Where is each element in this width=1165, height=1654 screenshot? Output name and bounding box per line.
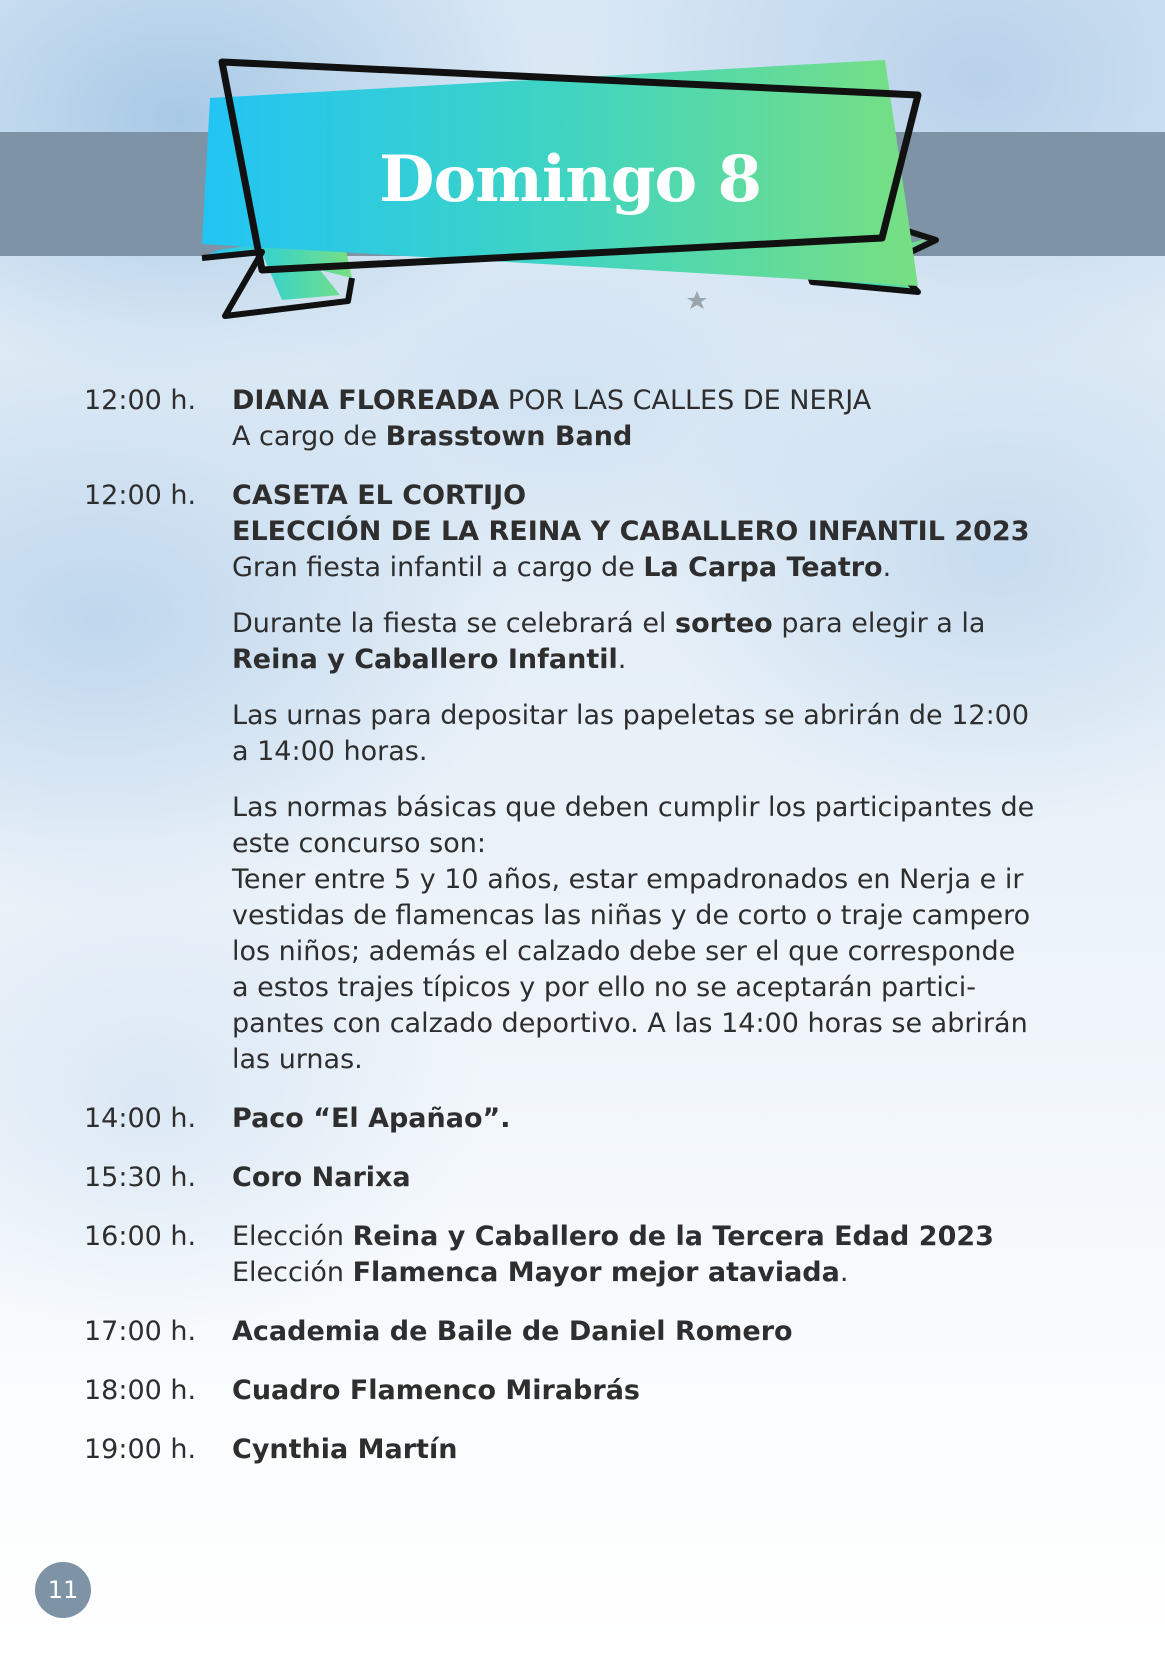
bold-text: Flamenca Mayor mejor ataviada [352, 1257, 840, 1288]
text-line [232, 1432, 1104, 1468]
event-heading [232, 1432, 1104, 1468]
text-line [232, 419, 1104, 455]
event-time: 19:00 h. [84, 1434, 197, 1465]
bold-text: Reina y Caballero de la Tercera Edad 2023 [352, 1221, 994, 1252]
event-paragraph [232, 698, 1104, 770]
text-line [232, 790, 1104, 826]
text-line [232, 478, 1104, 514]
event-description [232, 1219, 1104, 1291]
text-segment: . [882, 552, 892, 583]
text-segment: Elección [232, 1221, 353, 1252]
bold-text: Academia de Baile de Daniel Romero [232, 1316, 793, 1347]
bold-text: sorteo [675, 608, 773, 639]
event-time: 16:00 h. [84, 1221, 197, 1252]
event-row [84, 1219, 1104, 1291]
text-line [232, 514, 1104, 550]
text-segment: Tener entre 5 y 10 años, estar empadronados en Nerja e ir [232, 864, 1024, 895]
text-segment: Durante la fiesta se celebrará el [232, 608, 676, 639]
text-line [232, 934, 1104, 970]
bold-text: Coro Narixa [232, 1162, 411, 1193]
text-line [232, 1101, 1104, 1137]
bold-text: Cuadro Flamenco Mirabrás [232, 1375, 640, 1406]
event-description [232, 1373, 1104, 1409]
event-paragraph [232, 790, 1104, 1078]
text-segment: A cargo de [232, 421, 386, 452]
text-segment: Elección [232, 1257, 353, 1288]
text-segment: las urnas. [232, 1044, 363, 1075]
text-line [232, 1160, 1104, 1196]
text-segment: Las urnas para depositar las papeletas se abrirán de 12:00 [232, 700, 1030, 731]
event-row [84, 383, 1104, 455]
text-segment: los niños; además el calzado debe ser el que corresponde [232, 936, 1016, 967]
text-line [232, 734, 1104, 770]
event-time: 17:00 h. [84, 1316, 197, 1347]
text-segment: a 14:00 horas. [232, 736, 428, 767]
event-description [232, 1314, 1104, 1350]
text-line [232, 698, 1104, 734]
bold-text: La Carpa Teatro [643, 552, 883, 583]
bold-text: CASETA EL CORTIJO [232, 480, 527, 511]
text-line [232, 550, 1104, 586]
text-segment: pantes con calzado deportivo. A las 14:00 horas se abrirán [232, 1008, 1028, 1039]
event-heading [232, 1373, 1104, 1409]
text-line [232, 1255, 1104, 1291]
text-segment: este concurso son: [232, 828, 486, 859]
event-schedule [84, 383, 1104, 1491]
text-line [232, 826, 1104, 862]
event-description [232, 1432, 1104, 1468]
event-heading [232, 1160, 1104, 1196]
text-segment: POR LAS CALLES DE NERJA [499, 385, 872, 416]
text-line [232, 1042, 1104, 1078]
event-description [232, 478, 1104, 1078]
text-line [232, 1314, 1104, 1350]
event-row [84, 478, 1104, 1078]
text-segment: Gran fiesta infantil a cargo de [232, 552, 644, 583]
event-time: 18:00 h. [84, 1375, 197, 1406]
text-line [232, 383, 1104, 419]
text-segment: para elegir a la [772, 608, 986, 639]
event-time: 12:00 h. [84, 480, 197, 511]
text-line [232, 1373, 1104, 1409]
event-description [232, 383, 1104, 455]
bold-text: DIANA FLOREADA [232, 385, 500, 416]
event-row [84, 1101, 1104, 1137]
text-segment: Las normas básicas que deben cumplir los participantes de [232, 792, 1035, 823]
event-heading [232, 478, 1104, 586]
text-line [232, 606, 1104, 642]
text-line [232, 970, 1104, 1006]
event-time: 15:30 h. [84, 1162, 197, 1193]
event-heading [232, 1314, 1104, 1350]
event-row [84, 1373, 1104, 1409]
bold-text: Brasstown Band [385, 421, 633, 452]
event-description [232, 1160, 1104, 1196]
event-heading [232, 1219, 1104, 1291]
page-title: Domingo 8 [379, 142, 761, 217]
event-row [84, 1314, 1104, 1350]
event-heading [232, 1101, 1104, 1137]
bold-text: Reina y Caballero Infantil [232, 644, 618, 675]
page-number: 11 [35, 1562, 91, 1618]
text-segment: a estos trajes típicos y por ello no se aceptarán partici- [232, 972, 976, 1003]
text-line [232, 862, 1104, 898]
text-line [232, 1006, 1104, 1042]
event-row [84, 1160, 1104, 1196]
event-paragraph [232, 606, 1104, 678]
bold-text: ELECCIÓN DE LA REINA Y CABALLERO INFANTIL 2023 [232, 516, 1030, 547]
bold-text: Cynthia Martín [232, 1434, 458, 1465]
text-segment: . [839, 1257, 849, 1288]
text-line [232, 898, 1104, 934]
event-time: 12:00 h. [84, 385, 197, 416]
event-heading [232, 383, 1104, 455]
text-segment: vestidas de flamencas las niñas y de corto o traje campero [232, 900, 1031, 931]
text-line [232, 1219, 1104, 1255]
bold-text: Paco “El Apañao”. [232, 1103, 511, 1134]
text-segment: . [617, 644, 627, 675]
event-row [84, 1432, 1104, 1468]
text-line [232, 642, 1104, 678]
event-time: 14:00 h. [84, 1103, 197, 1134]
event-description [232, 1101, 1104, 1137]
